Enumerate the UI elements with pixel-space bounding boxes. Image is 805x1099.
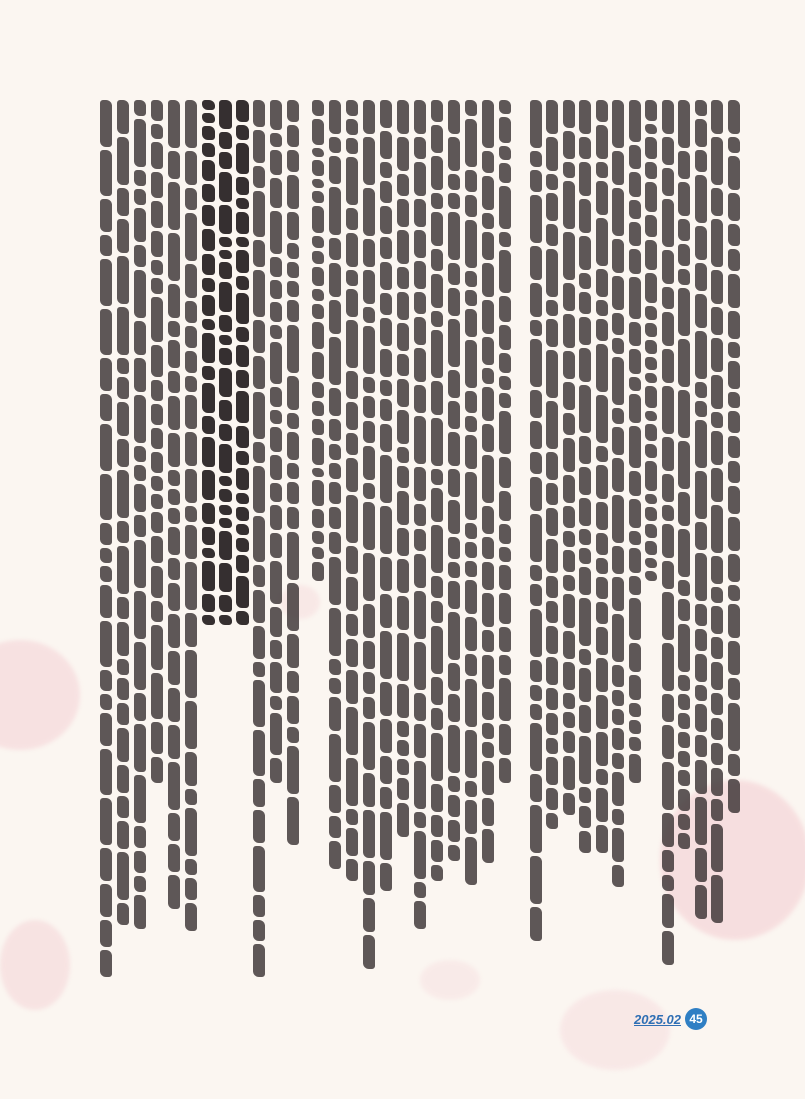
- text-line: [346, 100, 359, 980]
- text-line: [728, 100, 740, 980]
- text-line: [431, 100, 444, 980]
- text-line: [253, 100, 266, 980]
- text-line: [117, 100, 130, 980]
- text-line: [530, 100, 542, 980]
- text-line: [711, 100, 723, 980]
- text-line: [236, 100, 249, 628]
- text-line: [287, 100, 300, 980]
- text-line: [596, 100, 608, 980]
- decorative-petal: [560, 990, 670, 1070]
- text-line: [380, 100, 393, 980]
- text-line: [678, 100, 690, 980]
- text-line: [579, 100, 591, 980]
- text-line: [270, 100, 283, 786]
- text-line: [629, 100, 641, 786]
- text-line: [695, 100, 707, 980]
- text-line: [219, 100, 232, 628]
- text-line: [312, 100, 325, 584]
- text-line: [100, 100, 113, 980]
- issue-label: 2025.02: [634, 1011, 681, 1027]
- decorative-petal: [0, 920, 70, 1010]
- text-line: [168, 100, 181, 980]
- text-line: [202, 100, 215, 628]
- page-footer: [634, 1008, 707, 1030]
- text-line: [397, 100, 410, 980]
- text-line: [465, 100, 478, 980]
- text-line: [185, 100, 198, 980]
- text-line: [414, 100, 427, 980]
- text-line: [563, 100, 575, 980]
- text-line: [363, 100, 376, 980]
- text-line: [612, 100, 624, 980]
- text-line: [134, 100, 147, 980]
- text-line: [645, 100, 657, 584]
- text-line: [546, 100, 558, 980]
- text-line: [482, 100, 495, 980]
- text-line: [499, 100, 512, 786]
- text-line: [151, 100, 164, 786]
- text-line: [662, 100, 674, 980]
- text-column-left: [100, 100, 300, 980]
- text-line: [329, 100, 342, 980]
- article-body: [100, 100, 740, 980]
- decorative-petal: [0, 640, 80, 750]
- text-column-middle: [312, 100, 517, 980]
- text-line: [448, 100, 461, 980]
- text-column-right: [530, 100, 740, 980]
- page-number-badge: 45: [685, 1008, 707, 1030]
